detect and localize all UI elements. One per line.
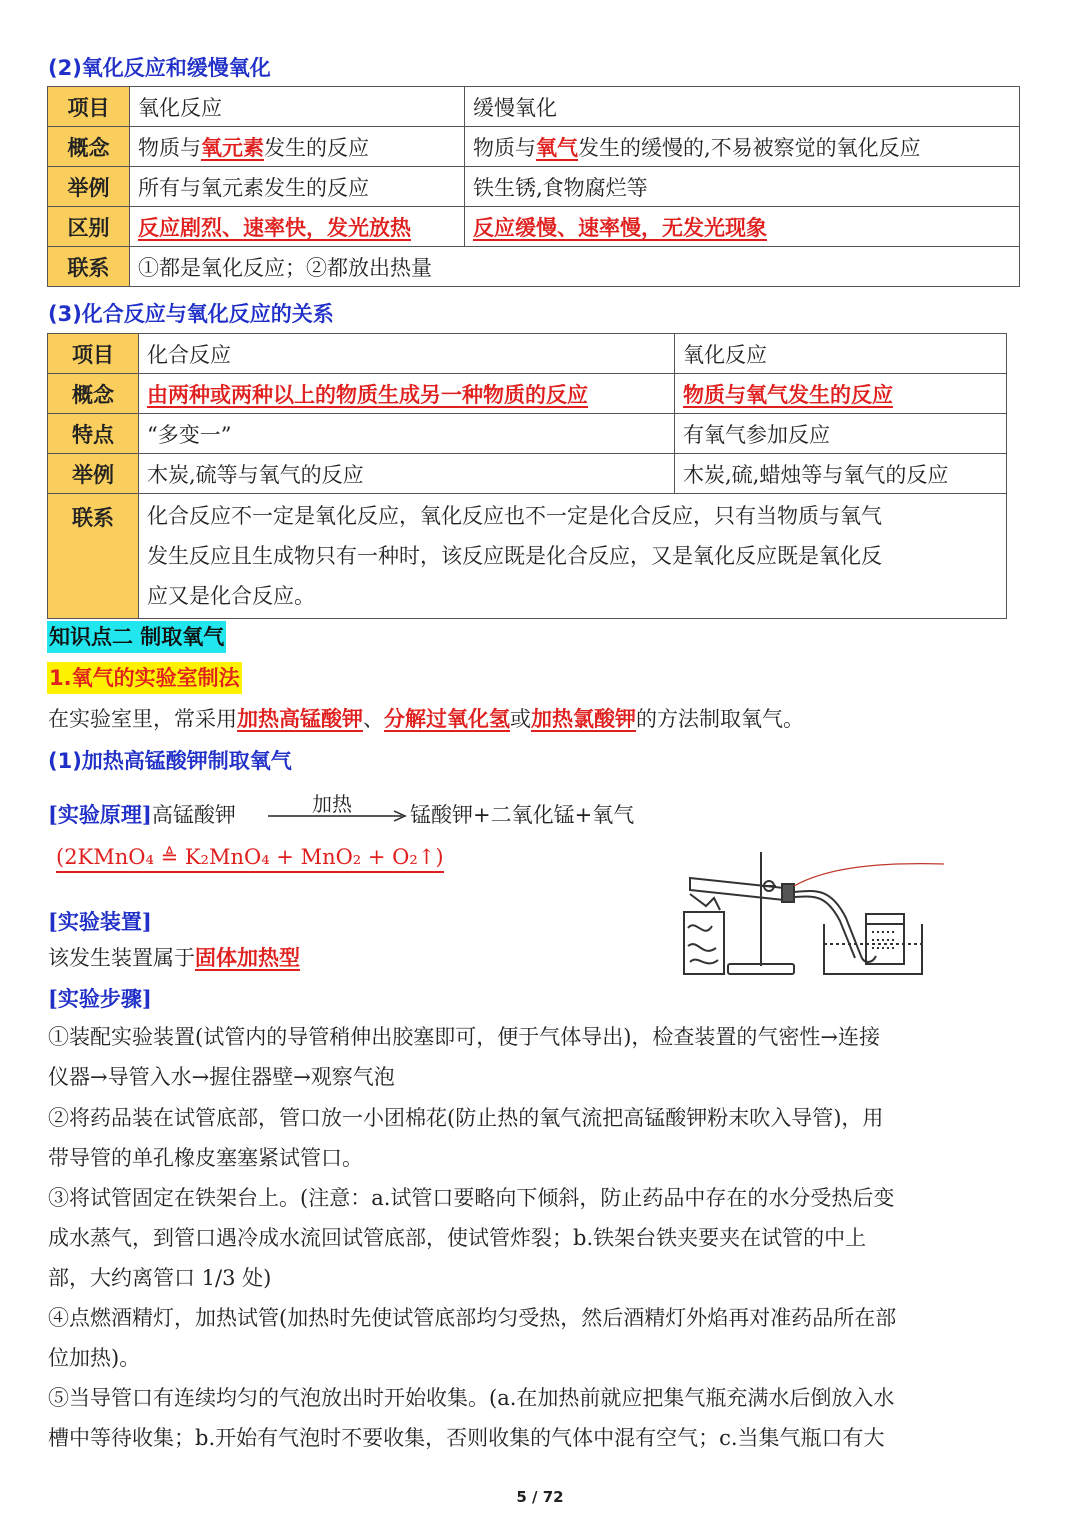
- step-line: 带导管的单孔橡皮塞塞紧试管口。: [48, 1146, 363, 1170]
- table-cell: 铁生锈,食物腐烂等: [465, 167, 1020, 207]
- table-cell: [130, 207, 465, 247]
- row-label: 特点: [48, 414, 139, 454]
- relation-line: 应又是化合反应。: [147, 584, 315, 608]
- key-term: 氧元素: [201, 134, 264, 160]
- key-term: 加热高锰酸钾: [237, 706, 363, 731]
- table-cell: 缓慢氧化: [465, 87, 1020, 127]
- products: 锰酸钾+二氧化锰+氧气: [410, 803, 635, 827]
- table-cell: [139, 374, 675, 414]
- relation-line: 化合反应不一定是氧化反应，氧化反应也不一定是化合反应，只有当物质与氧气: [147, 504, 882, 528]
- table-cell: “多变一”: [139, 414, 675, 454]
- knowledge-title: [47, 621, 226, 651]
- step-line: ②将药品装在试管底部，管口放一小团棉花(防止热的氧气流把高锰酸钾粉末吹入导管)，用: [48, 1106, 884, 1130]
- row-label: 概念: [48, 374, 139, 414]
- step-line: 仪器→导管入水→握住器壁→观察气泡: [48, 1065, 395, 1089]
- oxidation-comparison-table: [47, 86, 1020, 287]
- section2-heading: (2)氧化反应和缓慢氧化: [48, 56, 271, 80]
- table-row: [48, 127, 1020, 167]
- step-line: 部，大约离管口 1/3 处): [48, 1266, 272, 1290]
- steps-label: [实验步骤]: [48, 986, 152, 1011]
- table-cell: [139, 494, 1007, 619]
- table-cell: 有氧气参加反应: [675, 414, 1007, 454]
- row-label: 项目: [48, 87, 130, 127]
- key-term: 物质与氧气发生的反应: [683, 381, 893, 407]
- text: 发生的反应: [264, 135, 369, 160]
- table-row: [48, 207, 1020, 247]
- table-cell: 木炭,硫等与氧气的反应: [139, 454, 675, 494]
- row-label: 概念: [48, 127, 130, 167]
- table-row: [48, 494, 1007, 619]
- apparatus-diagram-icon: [676, 848, 946, 983]
- sub1-heading: (1)加热高锰酸钾制取氧气: [48, 749, 292, 773]
- text: 物质与: [473, 135, 536, 160]
- table-row: [48, 454, 1007, 494]
- key-term: 氧气: [536, 134, 578, 160]
- row-label: 项目: [48, 334, 139, 374]
- sub-title: [47, 662, 242, 692]
- row-label: 举例: [48, 454, 139, 494]
- text: 、: [363, 707, 384, 731]
- step-line: ④点燃酒精灯，加热试管(加热时先使试管底部均匀受热，然后酒精灯外焰再对准药品所在部: [48, 1306, 897, 1330]
- table-cell: 氧化反应: [675, 334, 1007, 374]
- table-row: [48, 414, 1007, 454]
- table-cell: 氧化反应: [130, 87, 465, 127]
- key-term: 反应剧烈、速率快，发光放热: [138, 214, 411, 240]
- page-number: 5 / 72: [516, 1488, 564, 1506]
- table-cell: 木炭,硫,蜡烛等与氧气的反应: [675, 454, 1007, 494]
- step-line: 成水蒸气，到管口遇冷成水流回试管底部，使试管炸裂；b.铁架台铁夹要夹在试管的中上: [48, 1226, 867, 1250]
- text: 在实验室里，常采用: [48, 707, 237, 731]
- intro-paragraph: [48, 699, 1038, 739]
- text: 的方法制取氧气。: [636, 707, 804, 731]
- table-row: [48, 167, 1020, 207]
- step-line: ①装配实验装置(试管内的导管稍伸出胶塞即可，便于气体导出)，检查装置的气密性→连接: [48, 1025, 880, 1049]
- row-label: 举例: [48, 167, 130, 207]
- reactant: 高锰酸钾: [151, 803, 236, 827]
- step-line: 位加热)。: [48, 1346, 141, 1370]
- table-cell: [675, 374, 1007, 414]
- step-line: ③将试管固定在铁架台上。(注意：a.试管口要略向下倾斜，防止药品中存在的水分受热后变: [48, 1186, 895, 1210]
- table-cell: [465, 207, 1020, 247]
- text: 该发生装置属于: [48, 946, 195, 970]
- principle-label: [实验原理]: [48, 802, 152, 827]
- table-cell: [130, 127, 465, 167]
- step-line: ⑤当导管口有连续均匀的气泡放出时开始收集。(a.在加热前就应把集气瓶充满水后倒放入水: [48, 1386, 895, 1410]
- step-line: 槽中等待收集；b.开始有气泡时不要收集，否则收集的气体中混有空气；c.当集气瓶口有大: [48, 1426, 885, 1450]
- key-term: 分解过氧化氢: [384, 706, 510, 731]
- reaction-condition: 加热: [312, 792, 352, 816]
- relation-line: 发生反应且生成物只有一种时，该反应既是化合反应，又是氧化反应既是氧化反: [147, 544, 882, 568]
- table-cell: ①都是氧化反应；②都放出热量: [130, 247, 1020, 287]
- table-cell: [465, 127, 1020, 167]
- chemical-equation: (2KMnO₄ ≜ K₂MnO₄ + MnO₂ + O₂↑): [56, 845, 444, 873]
- key-term: 反应缓慢、速率慢，无发光现象: [473, 214, 767, 240]
- section3-heading: (3)化合反应与氧化反应的关系: [48, 302, 334, 326]
- row-label: 联系: [48, 247, 130, 287]
- row-label: 区别: [48, 207, 130, 247]
- table-row: [48, 247, 1020, 287]
- apparatus-label: [实验装置]: [48, 909, 152, 934]
- table-cell: 化合反应: [139, 334, 675, 374]
- table-cell: 所有与氧元素发生的反应: [130, 167, 465, 207]
- row-label: 联系: [48, 494, 139, 619]
- text: 物质与: [138, 135, 201, 160]
- text: 发生的缓慢的,不易被察觉的氧化反应: [578, 135, 921, 160]
- key-term: 加热氯酸钾: [531, 706, 636, 731]
- key-term: 固体加热型: [195, 945, 300, 970]
- table-row: [48, 374, 1007, 414]
- sub-title-text: 1.氧气的实验室制法: [47, 662, 242, 694]
- combination-oxidation-table: [47, 333, 1007, 619]
- key-term: 由两种或两种以上的物质生成另一种物质的反应: [147, 381, 588, 407]
- text: 或: [510, 707, 531, 731]
- table-row: [48, 334, 1007, 374]
- table-row: [48, 87, 1020, 127]
- knowledge-title-text: 知识点二 制取氧气: [47, 621, 226, 653]
